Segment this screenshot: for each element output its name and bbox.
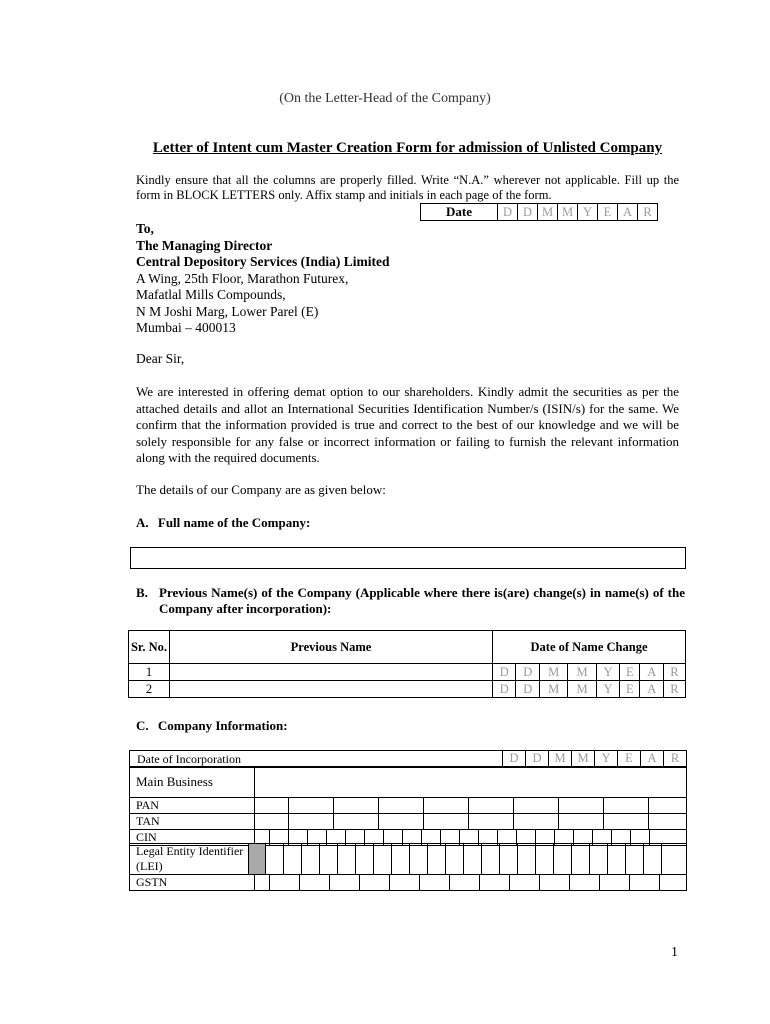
- address-designation: The Managing Director: [136, 237, 273, 253]
- lei-cell[interactable]: [644, 844, 662, 875]
- previous-names-table: [128, 630, 686, 698]
- section-a-heading: [136, 515, 310, 531]
- lei-cell[interactable]: [446, 844, 464, 875]
- tan-cell[interactable]: [289, 814, 334, 830]
- lei-cell[interactable]: [608, 844, 626, 875]
- date-digit[interactable]: R: [663, 681, 685, 698]
- tan-label: TAN: [130, 814, 255, 830]
- previous-name-field[interactable]: [170, 664, 493, 681]
- pan-cell[interactable]: [559, 798, 604, 814]
- date-digit[interactable]: D: [493, 664, 516, 681]
- pan-cell[interactable]: [334, 798, 379, 814]
- salutation: Dear Sir,: [136, 351, 185, 366]
- form-title: Letter of Intent cum Master Creation Form for admission of Unlisted Company: [152, 140, 663, 156]
- lei-cell[interactable]: [518, 844, 536, 875]
- date-digit[interactable]: A: [640, 664, 663, 681]
- lei-cell[interactable]: [302, 844, 320, 875]
- lei-cell[interactable]: [338, 844, 356, 875]
- gstn-cell[interactable]: [630, 875, 660, 891]
- date-of-incorporation-label: Date of Incorporation: [137, 752, 241, 766]
- date-digit[interactable]: M: [538, 204, 558, 221]
- gstn-cell[interactable]: [360, 875, 390, 891]
- letterhead-note: (On the Letter-Head of the Company): [279, 91, 491, 106]
- lei-cell[interactable]: [536, 844, 554, 875]
- section-c-title: Company Information:: [157, 718, 288, 733]
- section-c-heading: [136, 718, 288, 734]
- gstn-cell[interactable]: [270, 875, 300, 891]
- lei-cell[interactable]: [410, 844, 428, 875]
- gstn-cell[interactable]: [570, 875, 600, 891]
- lei-cell[interactable]: [464, 844, 482, 875]
- tan-cell[interactable]: [424, 814, 469, 830]
- address-to: To,: [136, 221, 154, 236]
- row-number: 2: [129, 681, 170, 698]
- section-b-label: B.: [136, 585, 148, 600]
- address-line: N M Joshi Marg, Lower Parel (E): [136, 303, 319, 319]
- date-digit[interactable]: Y: [596, 664, 619, 681]
- pan-row: [129, 797, 687, 814]
- lei-cell[interactable]: [356, 844, 374, 875]
- main-business-label: Main Business: [130, 767, 255, 798]
- gstn-cell[interactable]: [660, 875, 687, 891]
- gstn-cell[interactable]: [300, 875, 330, 891]
- date-digit[interactable]: Y: [596, 681, 619, 698]
- pan-cell[interactable]: [289, 798, 334, 814]
- lei-cell[interactable]: [482, 844, 500, 875]
- col-date-name-change: Date of Name Change: [493, 631, 686, 664]
- incorporation-date-field[interactable]: [502, 750, 687, 767]
- date-digit[interactable]: Y: [595, 751, 618, 767]
- date-digit[interactable]: D: [493, 681, 516, 698]
- gstn-cell[interactable]: [330, 875, 360, 891]
- lei-cell[interactable]: [374, 844, 392, 875]
- gstn-cell[interactable]: [255, 875, 270, 891]
- date-digit[interactable]: M: [568, 664, 596, 681]
- lei-cell[interactable]: [284, 844, 302, 875]
- address-line: Mumbai – 400013: [136, 320, 236, 335]
- instructions: Kindly ensure that all the columns are properly filled. Write “N.A.” wherever not applicable. Fill up the form in BLOCK LETTERS only. Affix stamp and initials in each page of the form.: [136, 173, 679, 202]
- col-previous-name: Previous Name: [170, 631, 493, 664]
- pan-cell[interactable]: [514, 798, 559, 814]
- date-digit[interactable]: M: [572, 751, 595, 767]
- date-digit[interactable]: D: [518, 204, 538, 221]
- gstn-cell[interactable]: [390, 875, 420, 891]
- date-digit[interactable]: M: [568, 681, 596, 698]
- date-digit[interactable]: R: [664, 751, 687, 767]
- gstn-cell[interactable]: [510, 875, 540, 891]
- tan-row: [129, 813, 687, 830]
- tan-cell[interactable]: [604, 814, 649, 830]
- address-company: Central Depository Services (India) Limited: [136, 254, 390, 269]
- tan-cell[interactable]: [649, 814, 687, 830]
- lei-cell[interactable]: [554, 844, 572, 875]
- date-digit[interactable]: M: [549, 751, 572, 767]
- date-label: Date: [421, 204, 498, 221]
- lei-cell[interactable]: [662, 844, 687, 875]
- date-digit[interactable]: D: [516, 681, 539, 698]
- lei-cell[interactable]: [392, 844, 410, 875]
- col-sr-no: Sr. No.: [129, 631, 170, 664]
- address-block: [136, 221, 389, 337]
- company-name-field[interactable]: [130, 547, 686, 569]
- tan-cell[interactable]: [255, 814, 289, 830]
- cin-label: CIN: [130, 830, 255, 846]
- date-digit[interactable]: R: [663, 664, 685, 681]
- main-business-field[interactable]: [255, 767, 687, 798]
- pan-cell[interactable]: [649, 798, 687, 814]
- address-line: Mafatlal Mills Compounds,: [136, 287, 286, 302]
- gstn-cell[interactable]: [450, 875, 480, 891]
- section-b-title: Previous Name(s) of the Company (Applicable where there is(are) change(s) in name(s) of the Company after incorporation):: [159, 585, 685, 616]
- previous-name-field[interactable]: [170, 681, 493, 698]
- tan-cell[interactable]: [379, 814, 424, 830]
- gstn-cell[interactable]: [600, 875, 630, 891]
- row-number: 1: [129, 664, 170, 681]
- pan-cell[interactable]: [255, 798, 289, 814]
- date-digit[interactable]: M: [558, 204, 578, 221]
- date-digit[interactable]: M: [539, 664, 567, 681]
- section-a-label: A.: [136, 515, 149, 530]
- lei-cell[interactable]: [320, 844, 338, 875]
- tan-cell[interactable]: [469, 814, 514, 830]
- date-digit[interactable]: A: [618, 204, 638, 221]
- tan-cell[interactable]: [334, 814, 379, 830]
- gstn-cell[interactable]: [420, 875, 450, 891]
- date-digit[interactable]: M: [539, 681, 567, 698]
- lei-cell[interactable]: [428, 844, 446, 875]
- date-digit[interactable]: D: [516, 664, 539, 681]
- gstn-row: [129, 874, 687, 891]
- address-line: A Wing, 25th Floor, Marathon Futurex,: [136, 270, 349, 286]
- company-info-table: [129, 766, 687, 798]
- pan-cell[interactable]: [424, 798, 469, 814]
- pan-cell[interactable]: [379, 798, 424, 814]
- body-paragraph: We are interested in offering demat option to our shareholders. Kindly admit the securities as per the attached details and allot an International Securities Identification Number/s (ISIN/s) for the same. We confirm that the information provided is true and correct to the best of our knowledge and we will be solely responsible for any false or incorrect information or failing to furnish the relevant information along with the required documents.: [136, 384, 679, 465]
- tan-cell[interactable]: [559, 814, 604, 830]
- date-digit[interactable]: A: [641, 751, 664, 767]
- date-digit[interactable]: E: [618, 751, 641, 767]
- lei-cell[interactable]: [626, 844, 644, 875]
- date-digit[interactable]: D: [526, 751, 549, 767]
- details-intro: The details of our Company are as given below:: [136, 482, 386, 497]
- tan-cell[interactable]: [514, 814, 559, 830]
- lei-cell[interactable]: [590, 844, 608, 875]
- pan-label: PAN: [130, 798, 255, 814]
- date-digit[interactable]: R: [638, 204, 658, 221]
- lei-label: Legal Entity Identifier (LEI): [130, 844, 249, 875]
- pan-cell[interactable]: [604, 798, 649, 814]
- page-number: 1: [671, 945, 678, 960]
- section-a-title: Full name of the Company:: [157, 515, 311, 530]
- gstn-label: GSTN: [130, 875, 255, 891]
- date-digit[interactable]: A: [640, 681, 663, 698]
- date-digit[interactable]: E: [620, 681, 640, 698]
- date-field[interactable]: [420, 203, 658, 221]
- section-c-label: C.: [136, 718, 149, 733]
- pan-cell[interactable]: [469, 798, 514, 814]
- lei-cell[interactable]: [266, 844, 284, 875]
- date-digit[interactable]: E: [620, 664, 640, 681]
- section-b-heading: [136, 585, 685, 617]
- date-digit[interactable]: E: [598, 204, 618, 221]
- date-digit[interactable]: D: [498, 204, 518, 221]
- lei-cell-shaded: [249, 844, 266, 875]
- lei-cell[interactable]: [500, 844, 518, 875]
- lei-row: [129, 843, 687, 875]
- date-digit[interactable]: D: [503, 751, 526, 767]
- date-digit[interactable]: Y: [578, 204, 598, 221]
- gstn-cell[interactable]: [480, 875, 510, 891]
- gstn-cell[interactable]: [540, 875, 570, 891]
- lei-cell[interactable]: [572, 844, 590, 875]
